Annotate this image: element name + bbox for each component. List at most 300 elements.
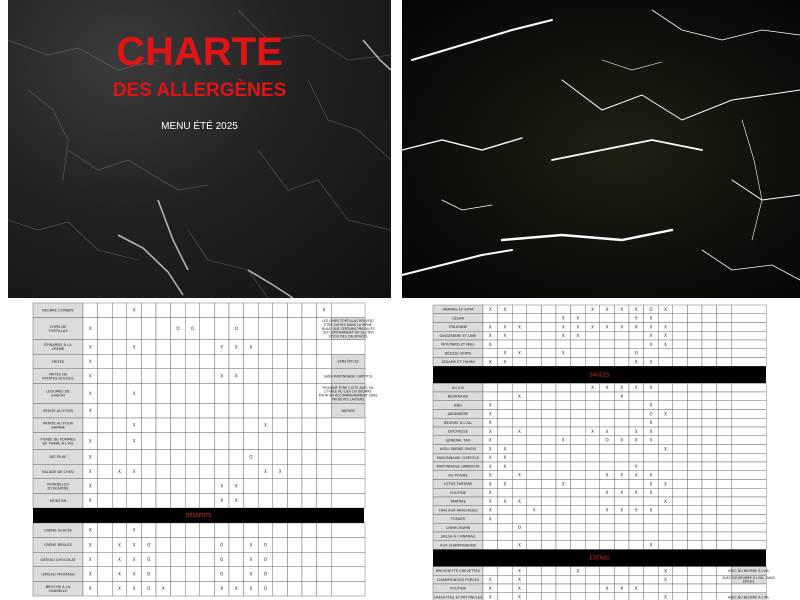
allergen-cell — [614, 541, 629, 550]
allergen-cell — [687, 471, 702, 480]
allergen-cell — [287, 493, 302, 508]
allergen-cell — [214, 433, 229, 450]
note-cell — [331, 523, 365, 538]
allergen-cell — [171, 464, 186, 479]
allergen-cell — [527, 427, 542, 436]
allergen-mark: X — [664, 577, 667, 583]
allergen-cell — [717, 436, 732, 445]
allergen-cell — [556, 506, 571, 515]
allergen-cell — [229, 418, 244, 433]
table-row — [433, 497, 766, 506]
allergen-mark: O — [517, 525, 522, 531]
allergen-cell — [556, 427, 571, 436]
allergen-cell — [200, 552, 215, 567]
allergen-cell — [498, 567, 513, 576]
allergen-cell — [98, 354, 113, 369]
allergen-mark: X — [488, 428, 492, 434]
allergen-cell — [644, 497, 659, 506]
allergen-mark: X — [634, 324, 638, 330]
allergen-mark: O — [634, 350, 638, 356]
allergen-cell — [141, 523, 156, 538]
allergen-mark: X — [649, 341, 653, 347]
allergen-cell — [629, 445, 644, 454]
allergen-cell — [673, 453, 688, 462]
note-cell — [731, 584, 766, 593]
allergen-cell — [702, 436, 717, 445]
allergen-cell — [185, 303, 200, 318]
row-label: DÉESSE VERTE — [444, 351, 472, 356]
allergen-cell — [512, 305, 527, 314]
allergen-cell — [702, 567, 717, 576]
allergen-cell — [527, 410, 542, 419]
row-note: SANS ÉPICES — [337, 359, 359, 364]
allergen-cell — [244, 403, 259, 418]
allergen-cell — [214, 464, 229, 479]
allergen-cell — [629, 523, 644, 532]
allergen-cell — [244, 369, 259, 384]
allergen-mark: O — [263, 542, 268, 548]
allergen-cell — [687, 331, 702, 340]
allergen-cell — [571, 575, 586, 584]
allergen-mark: X — [488, 507, 492, 513]
allergen-cell — [541, 541, 556, 550]
allergen-mark: X — [488, 333, 492, 339]
allergen-cell — [571, 358, 586, 367]
allergen-cell — [556, 567, 571, 576]
allergen-cell — [112, 354, 127, 369]
allergen-cell — [556, 471, 571, 480]
allergen-mark: X — [88, 571, 92, 577]
allergen-cell — [673, 471, 688, 480]
table-row — [33, 450, 365, 465]
row-label: LOTUS TARTARE — [443, 482, 473, 487]
allergen-cell — [644, 392, 659, 401]
allergen-cell — [98, 318, 113, 340]
allergen-mark: X — [591, 306, 594, 312]
note-cell — [731, 515, 766, 524]
allergen-mark: X — [88, 390, 92, 396]
allergen-cell — [185, 418, 200, 433]
allergen-cell — [483, 349, 498, 358]
allergen-cell — [702, 506, 717, 515]
allergen-cell — [156, 433, 171, 450]
allergen-cell — [287, 354, 302, 369]
allergen-cell — [287, 479, 302, 494]
allergen-cell — [156, 552, 171, 567]
allergen-cell — [571, 488, 586, 497]
allergen-cell — [98, 383, 113, 403]
row-note: NATURE — [341, 408, 355, 413]
allergen-cell — [141, 403, 156, 418]
row-label: PURÉE DE POMMES DE TERRE À L'AIL — [40, 437, 76, 446]
row-label: PATATE AU FOUR — [42, 409, 74, 413]
allergen-cell — [483, 523, 498, 532]
allergen-cell — [527, 340, 542, 349]
allergen-cell — [483, 314, 498, 323]
note-cell — [731, 323, 766, 332]
allergen-cell — [717, 392, 732, 401]
row-label: AIOLI SMOKE SHOW — [440, 447, 476, 452]
allergen-cell — [541, 593, 556, 600]
allergen-cell — [629, 532, 644, 541]
allergen-cell — [127, 369, 142, 384]
allergen-mark: X — [576, 333, 580, 339]
allergen-mark: X — [488, 420, 492, 426]
allergen-cell — [571, 541, 586, 550]
allergen-mark: X — [234, 498, 238, 504]
allergen-cell — [302, 538, 317, 553]
allergen-cell — [200, 450, 215, 465]
allergen-mark: X — [518, 585, 521, 591]
allergen-cell — [687, 349, 702, 358]
table-row — [33, 567, 365, 582]
allergen-cell — [614, 410, 629, 419]
allergen-cell — [571, 453, 586, 462]
allergen-cell — [717, 506, 732, 515]
allergen-cell — [112, 418, 127, 433]
allergen-cell — [629, 392, 644, 401]
allergen-cell — [229, 403, 244, 418]
allergen-mark: X — [649, 385, 653, 391]
allergen-cell — [214, 383, 229, 403]
allergen-cell — [273, 479, 288, 494]
allergen-mark: X — [488, 324, 492, 330]
allergen-cell — [556, 575, 571, 584]
table-row — [433, 575, 775, 584]
allergen-cell — [541, 410, 556, 419]
allergen-mark: O — [263, 586, 268, 592]
allergen-mark: X — [118, 586, 121, 592]
note-cell — [731, 383, 766, 392]
allergen-cell — [585, 314, 600, 323]
allergen-cell — [702, 427, 717, 436]
allergen-mark: X — [576, 568, 580, 574]
row-label: RONDELLES D'OIGNONS — [47, 482, 69, 491]
row-label: LÉGUMES DE SAISON — [46, 389, 70, 398]
allergen-cell — [658, 418, 673, 427]
row-label: CRÈME GLACÉE — [43, 528, 73, 533]
allergen-mark: X — [518, 568, 521, 574]
allergen-cell — [600, 410, 615, 419]
allergen-cell — [614, 523, 629, 532]
row-label: POUTINE — [450, 490, 466, 495]
allergen-mark: X — [488, 585, 492, 591]
allergen-cell — [600, 541, 615, 550]
allergen-cell — [171, 523, 186, 538]
allergen-cell — [302, 318, 317, 340]
allergen-cell — [302, 340, 317, 355]
allergen-mark: X — [488, 411, 492, 417]
allergen-cell — [673, 436, 688, 445]
allergen-cell — [541, 314, 556, 323]
allergen-mark: X — [518, 324, 521, 330]
allergen-cell — [498, 314, 513, 323]
note-cell — [331, 493, 365, 508]
allergen-cell — [658, 383, 673, 392]
allergen-cell — [498, 515, 513, 524]
allergen-mark: X — [634, 428, 638, 434]
allergen-mark: X — [620, 393, 624, 399]
allergen-mark: X — [576, 324, 580, 330]
allergen-cell — [644, 445, 659, 454]
table-row — [433, 418, 766, 427]
allergen-cell — [614, 453, 629, 462]
allergen-cell — [658, 515, 673, 524]
allergen-cell — [556, 532, 571, 541]
allergen-cell — [527, 488, 542, 497]
table-row — [433, 532, 766, 541]
allergen-cell — [687, 358, 702, 367]
allergen-cell — [687, 453, 702, 462]
allergen-cell — [571, 383, 586, 392]
allergen-cell — [171, 403, 186, 418]
allergen-mark: X — [118, 542, 121, 548]
allergen-cell — [141, 450, 156, 465]
allergen-mark: O — [234, 326, 238, 331]
allergen-mark: O — [176, 326, 180, 331]
allergen-cell — [556, 305, 571, 314]
allergen-cell — [644, 567, 659, 576]
allergen-cell — [541, 506, 556, 515]
allergen-mark: X — [620, 437, 624, 443]
allergen-cell — [556, 515, 571, 524]
allergen-cell — [600, 418, 615, 427]
row-label: CHAMPIGNONS POÊLÉS — [436, 577, 480, 582]
allergen-cell — [702, 453, 717, 462]
allergen-cell — [702, 541, 717, 550]
allergen-mark: X — [605, 385, 609, 391]
allergen-cell — [302, 450, 317, 465]
allergen-cell — [717, 523, 732, 532]
allergen-cell — [585, 506, 600, 515]
allergen-cell — [171, 354, 186, 369]
allergen-cell — [673, 532, 688, 541]
allergen-cell — [512, 506, 527, 515]
allergen-cell — [585, 331, 600, 340]
allergen-cell — [258, 493, 273, 508]
allergen-cell — [585, 349, 600, 358]
allergen-cell — [498, 593, 513, 600]
allergen-mark: X — [234, 373, 238, 379]
allergen-cell — [317, 538, 332, 553]
allergen-cell — [717, 418, 732, 427]
allergen-cell — [498, 488, 513, 497]
allergen-cell — [229, 450, 244, 465]
allergen-cell — [585, 401, 600, 410]
allergen-mark: X — [503, 306, 507, 312]
allergen-cell — [185, 581, 200, 596]
allergen-mark: X — [605, 585, 609, 591]
allergen-cell — [512, 358, 527, 367]
note-cell — [331, 340, 365, 355]
allergen-mark: X — [488, 455, 492, 461]
allergen-cell — [541, 427, 556, 436]
allergen-cell — [498, 575, 513, 584]
allergen-cell — [702, 480, 717, 489]
allergen-cell — [229, 303, 244, 318]
allergen-cell — [512, 453, 527, 462]
table-row — [33, 538, 365, 553]
allergen-cell — [571, 584, 586, 593]
allergen-cell — [658, 358, 673, 367]
allergen-cell — [229, 354, 244, 369]
allergen-cell — [629, 331, 644, 340]
allergen-cell — [585, 471, 600, 480]
row-note: LES CHIPS TORTILLAS PEUVENT ÊTRE CUITES DANS LA MÊME HUILE QUE CERTAINS PRODUITS QUI CONTIENNENT DU GLUTEN ET/OU DES CRUSTACÉS — [321, 319, 375, 339]
allergen-cell — [98, 340, 113, 355]
allergen-cell — [629, 567, 644, 576]
allergen-cell — [141, 479, 156, 494]
allergen-grid — [433, 303, 775, 600]
allergen-cell — [287, 464, 302, 479]
note-cell — [331, 303, 365, 318]
row-label: FRITES — [51, 359, 65, 364]
allergen-cell — [571, 497, 586, 506]
allergen-cell — [317, 403, 332, 418]
allergen-cell — [244, 354, 259, 369]
allergen-cell — [527, 349, 542, 358]
allergen-cell — [244, 433, 259, 450]
allergen-cell — [244, 479, 259, 494]
allergen-cell — [702, 523, 717, 532]
allergen-cell — [600, 358, 615, 367]
allergen-cell — [512, 480, 527, 489]
allergen-mark: X — [132, 542, 136, 548]
allergen-cell — [302, 418, 317, 433]
allergen-mark: X — [634, 385, 638, 391]
allergen-cell — [717, 471, 732, 480]
allergen-cell — [244, 418, 259, 433]
allergen-cell — [541, 418, 556, 427]
allergen-cell — [687, 418, 702, 427]
allergen-cell — [273, 538, 288, 553]
allergen-cell — [141, 318, 156, 340]
allergen-cell — [512, 418, 527, 427]
allergen-cell — [512, 314, 527, 323]
allergen-cell — [185, 493, 200, 508]
allergen-cell — [673, 567, 688, 576]
allergen-mark: X — [88, 358, 92, 364]
note-cell — [731, 462, 766, 471]
allergen-mark: X — [605, 428, 609, 434]
allergen-cell — [644, 575, 659, 584]
allergen-cell — [702, 584, 717, 593]
allergen-cell — [273, 493, 288, 508]
allergen-cell — [512, 445, 527, 454]
table-row — [433, 480, 766, 489]
allergen-cell — [541, 532, 556, 541]
allergen-cell — [141, 493, 156, 508]
allergen-cell — [141, 433, 156, 450]
allergen-cell — [287, 523, 302, 538]
allergen-cell — [644, 453, 659, 462]
allergen-cell — [687, 575, 702, 584]
allergen-mark: O — [605, 437, 609, 443]
allergen-cell — [317, 418, 332, 433]
allergen-mark: X — [620, 507, 624, 513]
allergen-mark: X — [132, 344, 136, 350]
allergen-cell — [658, 584, 673, 593]
allergen-mark: X — [234, 483, 238, 489]
allergen-cell — [512, 462, 527, 471]
allergen-mark: X — [620, 585, 624, 591]
allergen-cell — [702, 410, 717, 419]
allergen-cell — [229, 433, 244, 450]
allergen-mark: O — [649, 411, 653, 417]
allergen-mark: X — [649, 481, 653, 487]
allergen-cell — [317, 552, 332, 567]
allergen-cell — [585, 392, 600, 401]
allergen-cell — [585, 523, 600, 532]
allergen-cell — [658, 532, 673, 541]
allergen-mark: X — [561, 437, 565, 443]
allergen-cell — [229, 538, 244, 553]
allergen-cell — [214, 303, 229, 318]
allergen-cell — [98, 538, 113, 553]
allergen-cell — [527, 471, 542, 480]
allergen-cell — [127, 493, 142, 508]
allergen-mark: X — [220, 373, 224, 379]
allergen-cell — [585, 515, 600, 524]
row-label: JARDINIÈRE — [447, 412, 469, 417]
allergen-cell — [185, 340, 200, 355]
allergen-cell — [527, 453, 542, 462]
table-row — [33, 493, 365, 508]
allergen-mark: X — [620, 385, 624, 391]
note-cell — [731, 401, 766, 410]
allergen-cell — [98, 303, 113, 318]
allergen-cell — [156, 340, 171, 355]
allergen-cell — [287, 340, 302, 355]
note-cell — [731, 480, 766, 489]
table-row — [433, 471, 766, 480]
allergen-mark: X — [503, 324, 507, 330]
allergen-cell — [498, 410, 513, 419]
allergen-mark: X — [249, 586, 253, 592]
allergen-mark: X — [132, 527, 136, 533]
allergen-mark: X — [518, 350, 521, 356]
allergen-cell — [658, 523, 673, 532]
table-row — [433, 358, 766, 367]
allergen-mark: X — [664, 481, 667, 487]
allergen-cell — [527, 541, 542, 550]
allergen-cell — [258, 479, 273, 494]
allergen-cell — [127, 354, 142, 369]
allergen-cell — [614, 418, 629, 427]
allergen-cell — [702, 471, 717, 480]
table-row — [433, 593, 770, 600]
allergen-cell — [156, 538, 171, 553]
allergen-cell — [498, 427, 513, 436]
allergen-cell — [585, 575, 600, 584]
allergen-cell — [571, 427, 586, 436]
allergen-mark: X — [634, 507, 638, 513]
allergen-mark: X — [132, 468, 136, 474]
allergen-cell — [702, 358, 717, 367]
allergen-cell — [556, 488, 571, 497]
allergen-mark: X — [620, 490, 624, 496]
allergen-cell — [571, 418, 586, 427]
allergen-cell — [702, 462, 717, 471]
allergen-cell — [200, 538, 215, 553]
cover-title: CHARTE — [116, 30, 283, 74]
allergen-table-sides-desserts — [33, 303, 378, 600]
section-banner — [433, 550, 766, 567]
allergen-cell — [527, 532, 542, 541]
allergen-cell — [302, 493, 317, 508]
table-row — [433, 383, 766, 392]
allergen-cell — [498, 340, 513, 349]
